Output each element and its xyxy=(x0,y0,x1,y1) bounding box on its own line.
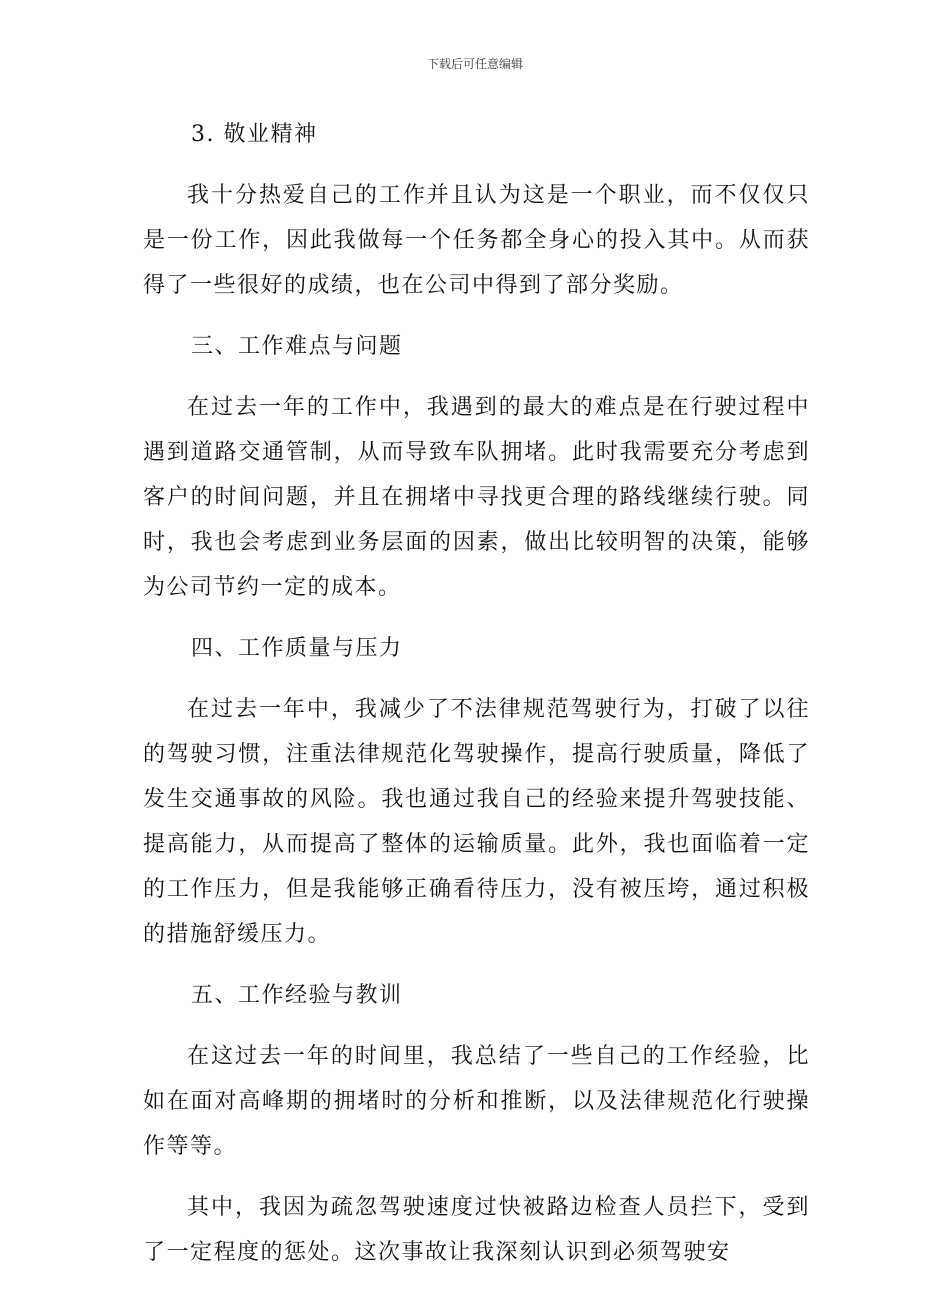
document-body xyxy=(143,112,810,1291)
paragraph-experience: 在这过去一年的时间里，我总结了一些自己的工作经验，比如在面对高峰期的拥堵时的分析和推断，以及法律规范化行驶操作等等。 xyxy=(143,1044,810,1159)
paragraph-dedication: 我十分热爱自己的工作并且认为这是一个职业，而不仅仅只是一份工作，因此我做每一个任务都全身心的投入其中。从而获得了一些很好的成绩，也在公司中得到了部分奖励。 xyxy=(143,183,810,298)
section-heading-quality-pressure: 四、工作质量与压力 xyxy=(191,636,403,661)
section-heading-experience: 五、工作经验与教训 xyxy=(191,983,403,1008)
page-header: 下载后可任意编辑 xyxy=(426,57,523,71)
paragraph-difficulties: 在过去一年的工作中，我遇到的最大的难点是在行驶过程中遇到道路交通管制，从而导致车队拥堵。此时我需要充分考虑到客户的时间问题，并且在拥堵中寻找更合理的路线继续行驶。同时，我也会考虑到业务层面的因素，做出比较明智的决策，能够为公司节约一定的成本。 xyxy=(143,395,810,600)
section-heading-dedication: 3. 敬业精神 xyxy=(191,122,318,147)
paragraph-lesson: 其中，我因为疏忽驾驶速度过快被路边检查人员拦下，受到了一定程度的惩处。这次事故让我深刻认识到必须驾驶安 xyxy=(143,1195,810,1265)
paragraph-quality-pressure: 在过去一年中，我减少了不法律规范驾驶行为，打破了以往的驾驶习惯，注重法律规范化驾驶操作，提高行驶质量，降低了发生交通事故的风险。我也通过我自己的经验来提升驾驶技能、提高能力，从而提高了整体的运输质量。此外，我也面临着一定的工作压力，但是我能够正确看待压力，没有被压垮，通过积极的措施舒缓压力。 xyxy=(143,697,810,947)
section-heading-difficulties: 三、工作难点与问题 xyxy=(191,334,403,359)
